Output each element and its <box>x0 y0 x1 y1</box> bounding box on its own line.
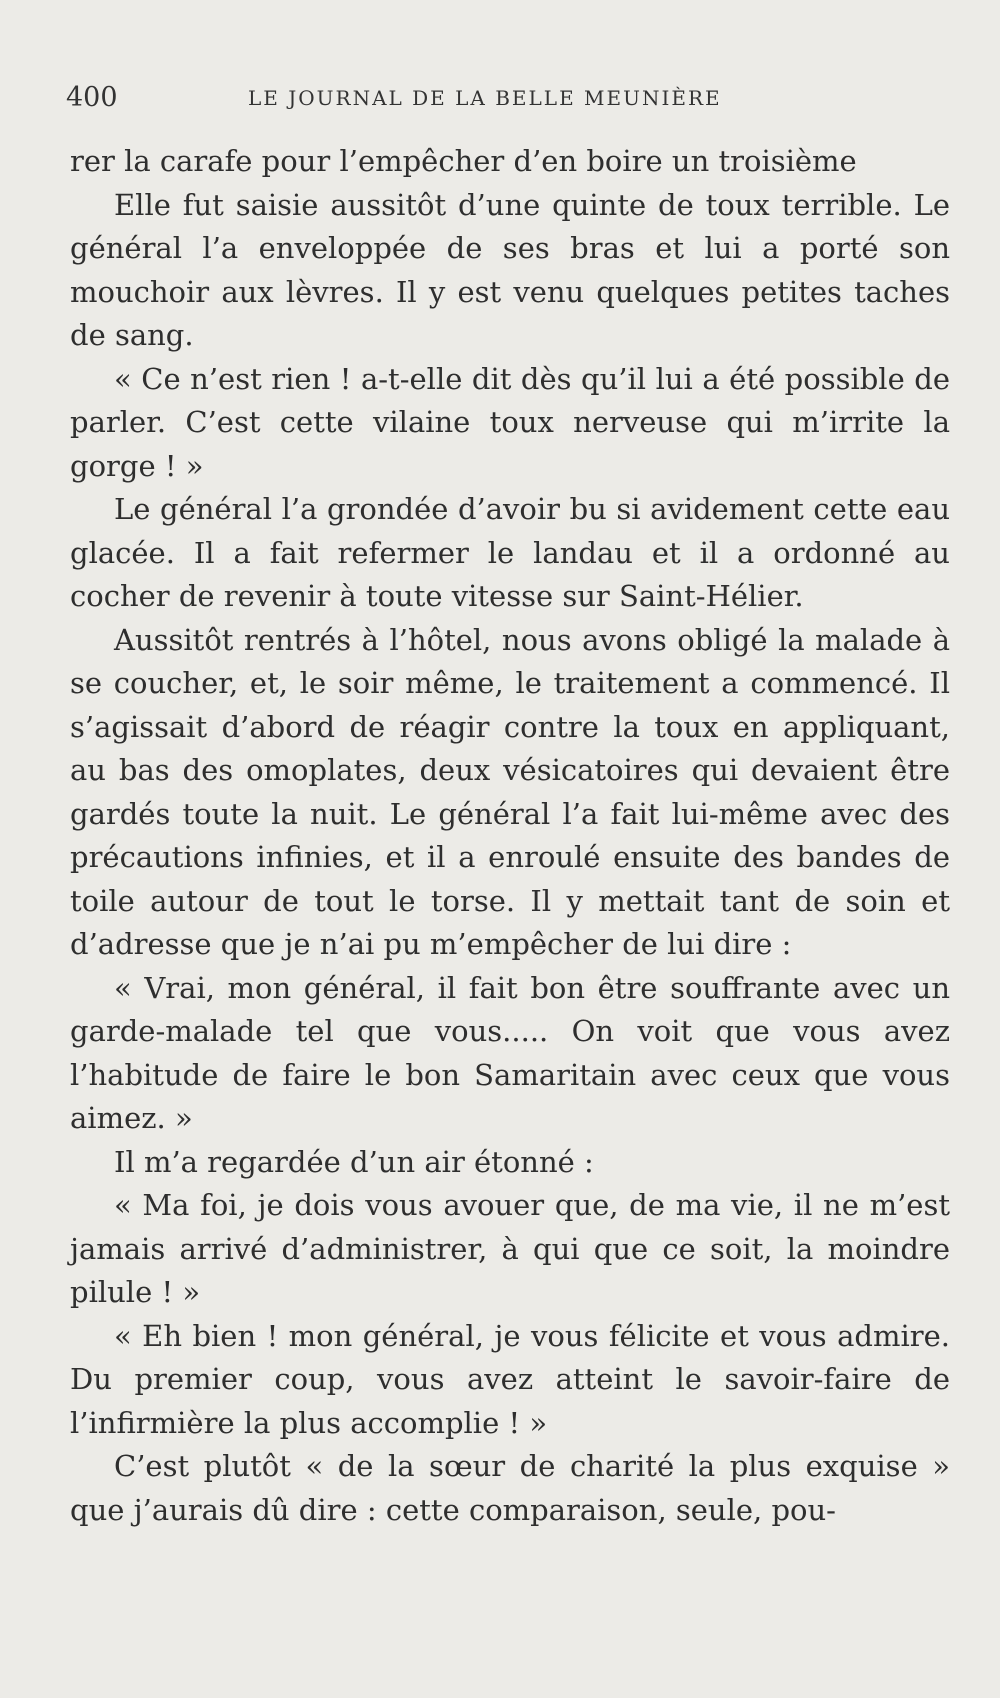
paragraph: « Vrai, mon général, il fait bon être souffrante avec un garde-malade tel que vous..... On voit que vous avez l’habitude de faire le bon Samaritain avec ceux que vous aimez. » <box>70 970 950 1135</box>
paragraph: Aussitôt rentrés à l’hôtel, nous avons obligé la malade à se coucher, et, le soir même, le traitement a commencé. Il s’agissait d’abord de réagir contre la toux en appliquant, au bas des omoplates, deux vésicatoires qui devaient être gardés toute la nuit. Le général l’a fait lui-même avec des précautions infinies, et il a enroulé ensuite des bandes de toile autour de tout le torse. Il y mettait tant de soin et d’adresse que je n’ai pu m’empêcher de lui dire : <box>70 622 950 961</box>
paragraph: Le général l’a grondée d’avoir bu si avidement cette eau glacée. Il a fait refermer le landau et il a ordonné au cocher de revenir à toute vitesse sur Saint-Hélier. <box>70 492 950 613</box>
paragraph: Il m’a regardée d’un air étonné : <box>114 1144 594 1179</box>
paragraph: « Ma foi, je dois vous avouer que, de ma vie, il ne m’est jamais arrivé d’administrer, à qui que ce soit, la moindre pilule ! » <box>70 1188 950 1309</box>
paragraph: C’est plutôt « de la sœur de charité la plus exquise » que j’aurais dû dire : cette comparaison, seule, pou- <box>70 1449 950 1527</box>
running-title: LE JOURNAL DE LA BELLE MEUNIÈRE <box>248 86 722 110</box>
page-number: 400 <box>66 82 118 113</box>
paragraph: « Ce n’est rien ! a-t-elle dit dès qu’il lui a été possible de parler. C’est cette vilaine toux nerveuse qui m’irrite la gorge ! » <box>70 361 950 483</box>
paragraph: Elle fut saisie aussitôt d’une quinte de toux terrible. Le général l’a enveloppée de ses bras et lui a porté son mouchoir aux lèvres. Il y est venu quelques petites taches de sang. <box>70 187 950 352</box>
body-text <box>70 140 950 1532</box>
paragraph: « Eh bien ! mon général, je vous félicite et vous admire. Du premier coup, vous avez atteint le savoir-faire de l’infirmière la plus accomplie ! » <box>70 1318 950 1440</box>
paragraph: rer la carafe pour l’empêcher d’en boire un troisième <box>70 144 857 178</box>
page-header <box>66 82 960 122</box>
